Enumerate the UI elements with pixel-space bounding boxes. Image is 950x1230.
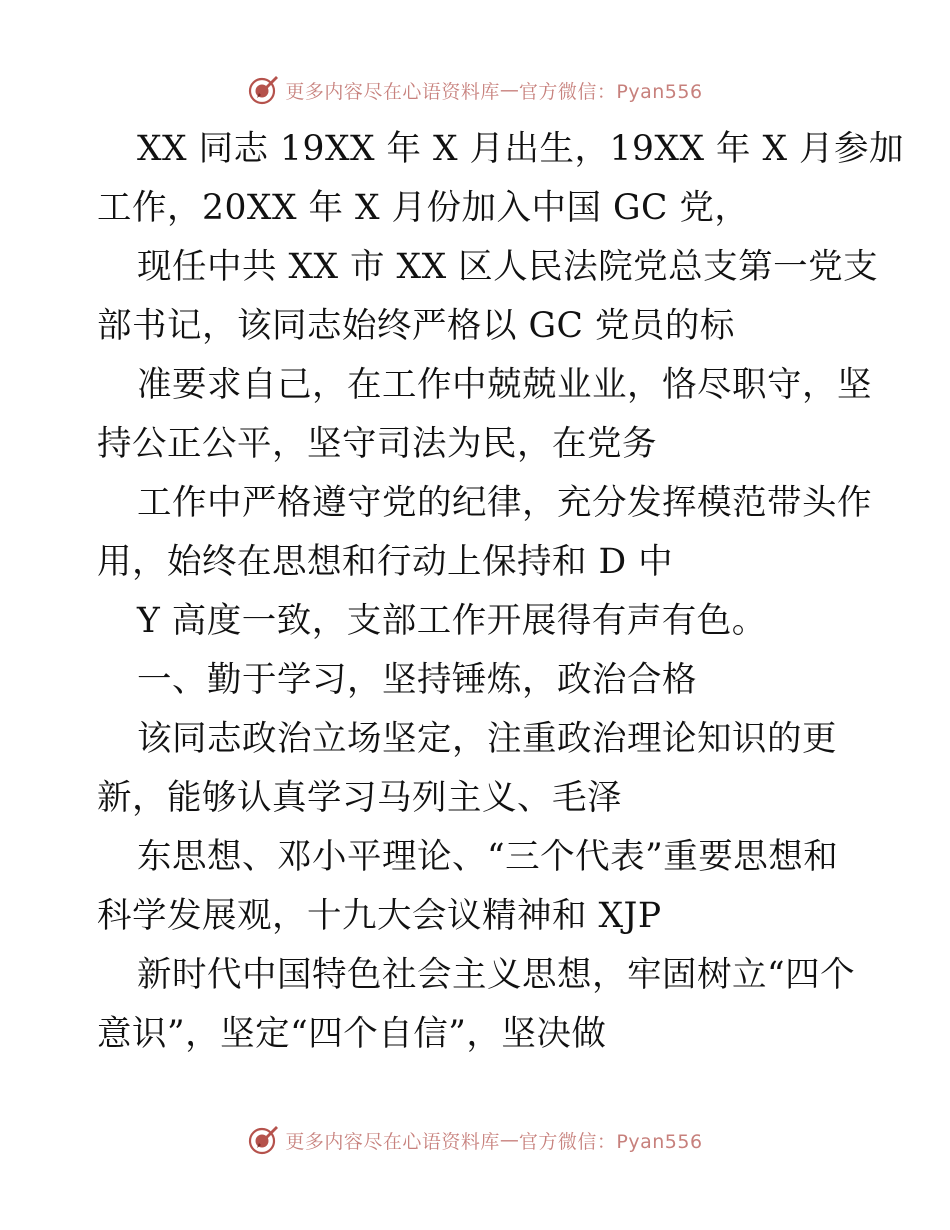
body-line: XX 同志 19XX 年 X 月出生，19XX 年 X 月参加	[137, 129, 905, 169]
body-line: 工作，20XX 年 X 月份加入中国 GC 党，	[97, 188, 750, 228]
body-line: 东思想、邓小平理论、“三个代表”重要思想和	[137, 837, 839, 877]
body-line: 部书记，该同志始终严格以 GC 党员的标	[97, 306, 735, 346]
body-line: 新，能够认真学习马列主义、毛泽	[97, 778, 622, 818]
body-line: Y 高度一致，支部工作开展得有声有色。	[137, 601, 767, 641]
body-line: 现任中共 XX 市 XX 区人民法院党总支第一党支	[137, 247, 879, 287]
quill-pen-seal-icon	[247, 1123, 281, 1157]
body-line: 准要求自己，在工作中兢兢业业，恪尽职守，坚	[137, 365, 872, 405]
header-slogan: 更多内容尽在心语资料库	[285, 80, 500, 103]
body-line: 新时代中国特色社会主义思想，牢固树立“四个	[137, 955, 856, 995]
body-line: 持公正公平，坚守司法为民，在党务	[97, 424, 657, 464]
section-heading: 一、勤于学习，坚持锤炼，政治合格	[137, 660, 697, 700]
body-line: 意识”，坚定“四个自信”，坚决做	[97, 1014, 607, 1054]
header-banner	[0, 70, 950, 110]
footer-wechat: 官方微信：Pyan556	[518, 1130, 703, 1153]
body-line: 科学发展观，十九大会议精神和 XJP	[97, 896, 662, 936]
body-line: 该同志政治立场坚定，注重政治理论知识的更	[137, 719, 837, 759]
header-dash: —	[499, 79, 519, 101]
header-wechat: 官方微信：Pyan556	[518, 80, 703, 103]
footer-banner	[0, 1120, 950, 1160]
body-line: 用，始终在思想和行动上保持和 D 中	[97, 542, 674, 582]
footer-dash: —	[499, 1129, 519, 1151]
body-line: 工作中严格遵守党的纪律，充分发挥模范带头作	[137, 483, 872, 523]
quill-pen-seal-icon	[247, 73, 281, 107]
footer-slogan: 更多内容尽在心语资料库	[285, 1130, 500, 1153]
document-body	[97, 120, 905, 1064]
